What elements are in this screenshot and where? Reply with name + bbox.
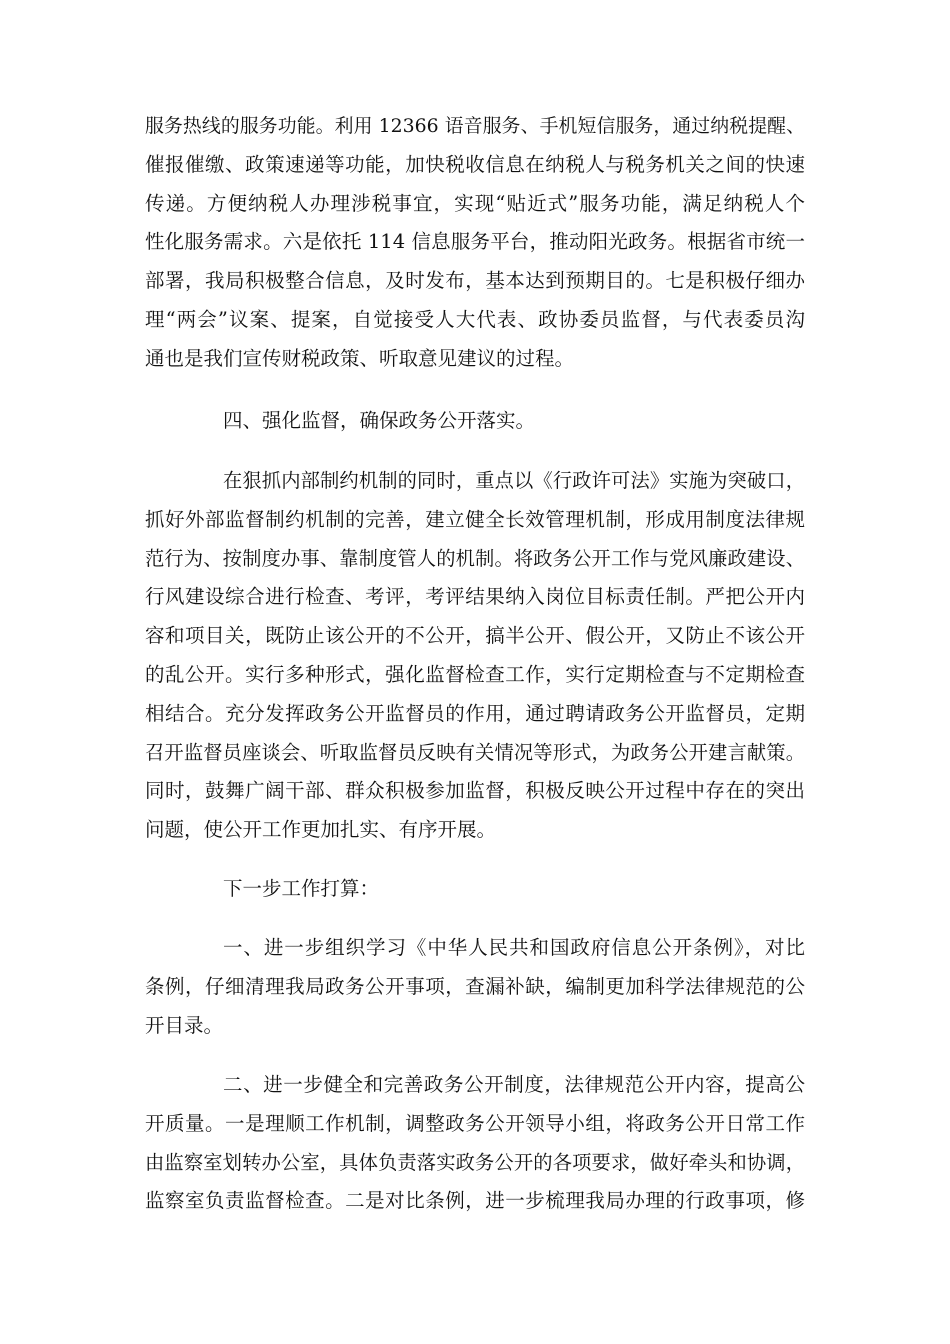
text-line: 一、进一步组织学习《中华人民共和国政府信息公开条例》，对比 <box>223 936 805 959</box>
section-heading-four <box>145 402 805 441</box>
text-line: 由监察室划转办公室，具体负责落实政务公开的各项要求，做好牵头和协调， <box>145 1150 805 1174</box>
text-line: 催报催缴、政策速递等功能，加快税收信息在纳税人与税务机关之间的快速 <box>145 152 805 176</box>
text-line: 在狠抓内部制约机制的同时，重点以《行政许可法》实施为突破口， <box>223 469 805 492</box>
next-steps-heading <box>145 870 805 909</box>
text-line: 范行为、按制度办事、靠制度管人的机制。将政务公开工作与党风廉政建设、 <box>145 546 805 570</box>
text-line: 的乱公开。实行多种形式，强化监督检查工作，实行定期检查与不定期检查 <box>145 662 805 686</box>
text-line: 行风建设综合进行检查、考评，考评结果纳入岗位目标责任制。严把公开内 <box>145 585 805 609</box>
text-line: 容和项目关，既防止该公开的不公开，搞半公开、假公开，又防止不该公开 <box>145 624 805 648</box>
text-line: 部署，我局积极整合信息，及时发布，基本达到预期目的。七是积极仔细办 <box>145 269 805 293</box>
text-line: 服务热线的服务功能。利用 12366 语音服务、手机短信服务，通过纳税提醒、 <box>145 115 805 137</box>
text-line: 监察室负责监督检查。二是对比条例，进一步梳理我局办理的行政事项，修 <box>145 1189 805 1213</box>
paragraph-supervision <box>145 462 805 850</box>
text-line: 传递。方便纳税人办理涉税事宜，实现“贴近式”服务功能，满足纳税人个 <box>145 191 805 215</box>
text-line: 召开监督员座谈会、听取监督员反映有关情况等形式，为政务公开建言献策。 <box>145 740 805 764</box>
text-line: 抓好外部监督制约机制的完善，建立健全长效管理机制，形成用制度法律规 <box>145 507 805 531</box>
text-line: 同时，鼓舞广阔干部、群众积极参加监督，积极反映公开过程中存在的突出 <box>145 779 805 803</box>
text-line: 二、进一步健全和完善政务公开制度，法律规范公开内容，提高公 <box>223 1073 805 1096</box>
text-line: 条例，仔细清理我局政务公开事项，查漏补缺，编制更加科学法律规范的公 <box>145 974 805 998</box>
text-line: 相结合。充分发挥政务公开监督员的作用，通过聘请政务公开监督员，定期 <box>145 701 805 725</box>
text-line: 问题，使公开工作更加扎实、有序开展。 <box>145 818 497 842</box>
text-line: 通也是我们宣传财税政策、听取意见建议的过程。 <box>145 346 575 370</box>
heading-text: 四、强化监督，确保政务公开落实。 <box>223 409 536 432</box>
heading-text: 下一步工作打算： <box>223 877 380 900</box>
text-line: 开质量。一是理顺工作机制，调整政务公开领导小组，将政务公开日常工作 <box>145 1111 805 1135</box>
text-line: 性化服务需求。六是依托 114 信息服务平台，推动阳光政务。根据省市统一 <box>145 230 805 254</box>
text-line: 开目录。 <box>145 1013 224 1037</box>
paragraph-services <box>145 107 805 379</box>
text-line: 理“两会”议案、提案，自觉接受人大代表、政协委员监督，与代表委员沟 <box>145 307 805 331</box>
paragraph-step-one <box>145 929 805 1045</box>
paragraph-step-two <box>145 1066 805 1221</box>
